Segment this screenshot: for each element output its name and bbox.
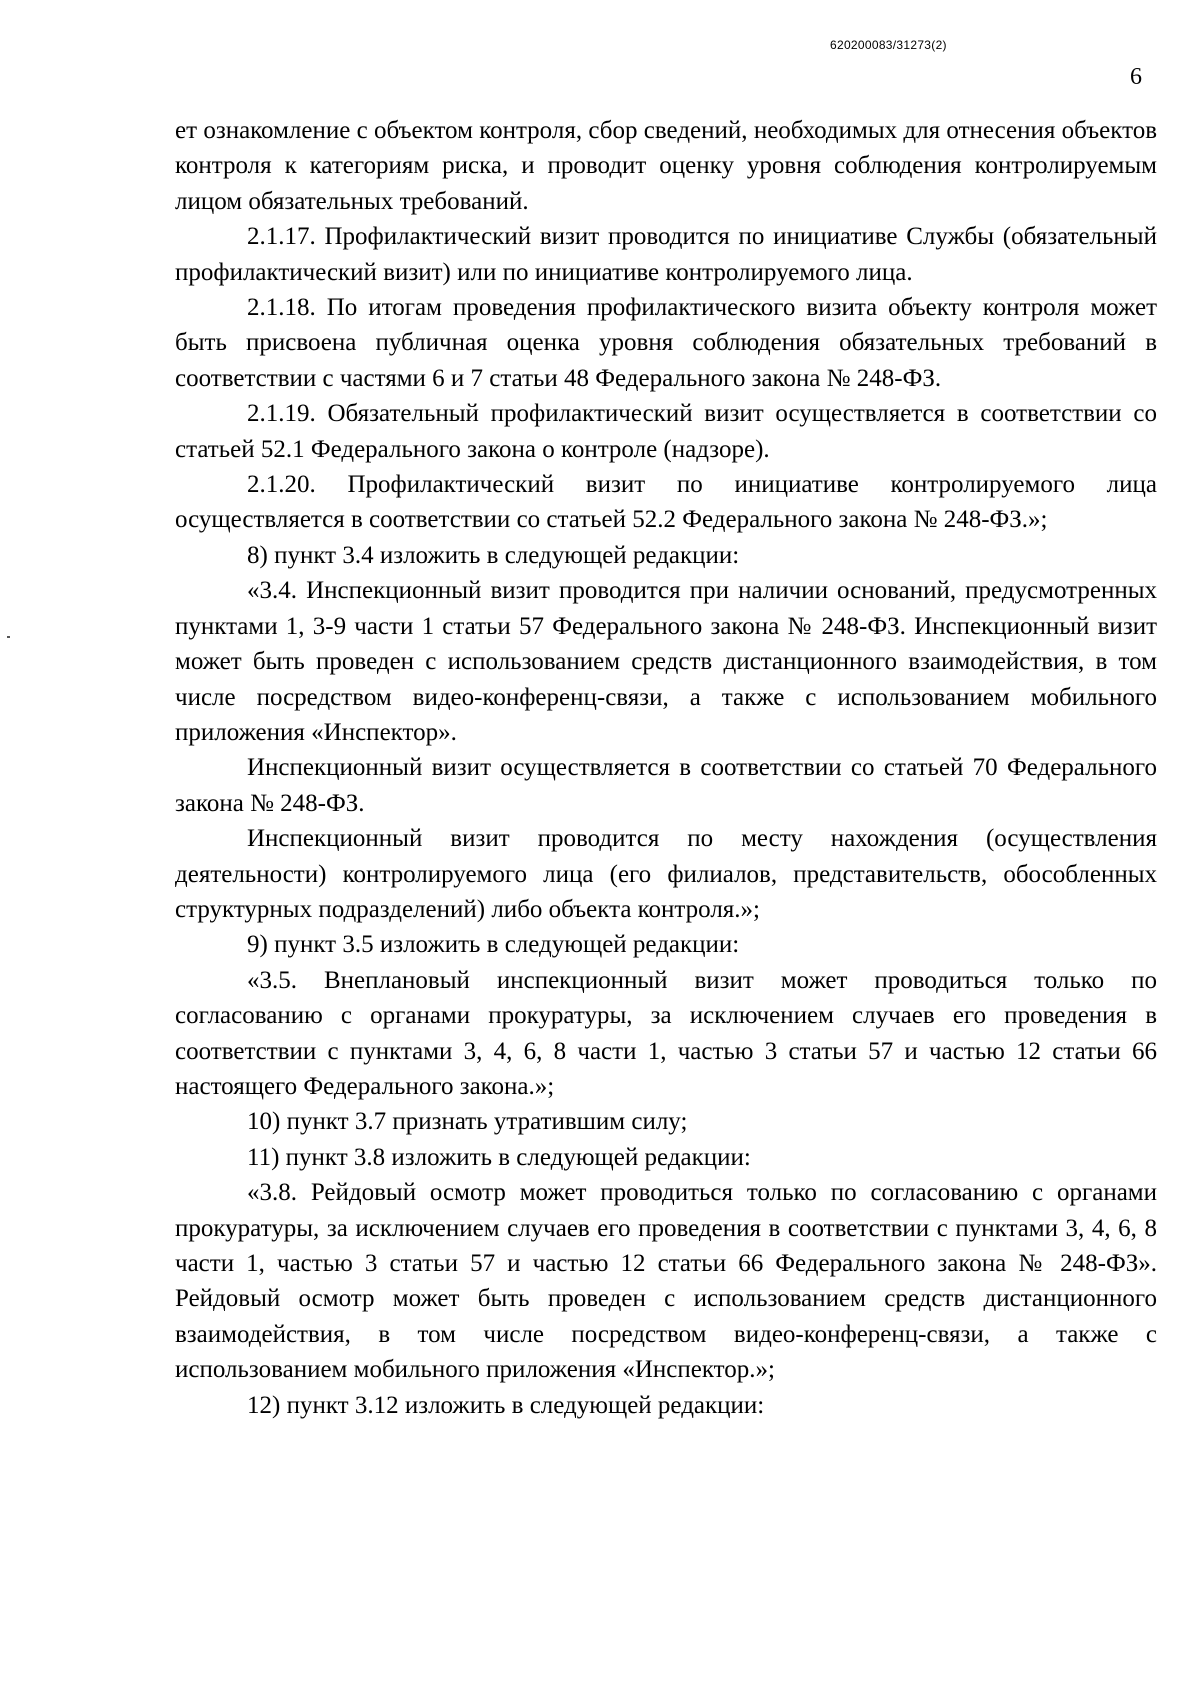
- paragraph-amendment-10: 10) пункт 3.7 признать утратившим силу;: [247, 1108, 688, 1136]
- paragraph-2-1-17: 2.1.17. Профилактический визит проводится по инициативе Службы (обязательный профилактический визит) или по инициативе контролируемого лица.: [175, 223, 1157, 286]
- paragraph-3-5: «3.5. Внеплановый инспекционный визит может проводиться только по согласованию с органами прокуратуры, за исключением случаев его проведения в соответствии с пунктами 3, 4, 6, 8 части 1, частью 3 статьи 57 и частью 12 статьи 66 настоящего Федерального закона.»;: [175, 966, 1157, 1100]
- scan-artifact: [7, 636, 10, 638]
- paragraph-2-1-20: 2.1.20. Профилактический визит по инициативе контролируемого лица осуществляется в соответствии со статьей 52.2 Федерального закона № 248-ФЗ.»;: [175, 471, 1157, 534]
- page-number: 6: [1130, 64, 1142, 90]
- paragraph-2-1-19: 2.1.19. Обязательный профилактический визит осуществляется в соответствии со статьей 52.1 Федерального закона о контроле (надзоре).: [175, 400, 1157, 463]
- paragraph-amendment-8: 8) пункт 3.4 изложить в следующей редакции:: [247, 541, 740, 569]
- paragraph-amendment-12: 12) пункт 3.12 изложить в следующей редакции:: [247, 1391, 765, 1419]
- document-body: [175, 113, 1157, 1423]
- document-id: 620200083/31273(2): [830, 38, 947, 52]
- paragraph-2-1-18: 2.1.18. По итогам проведения профилактического визита объекту контроля может быть присвоена публичная оценка уровня соблюдения обязательных требований в соответствии с частями 6 и 7 статьи 48 Федерального закона № 248-ФЗ.: [175, 294, 1157, 392]
- paragraph-3-4-part-3: Инспекционный визит проводится по месту нахождения (осуществления деятельности) контролируемого лица (его филиалов, представительств, обособленных структурных подразделений) либо объекта контроля.»;: [175, 825, 1157, 923]
- paragraph-amendment-11: 11) пункт 3.8 изложить в следующей редакции:: [247, 1143, 751, 1171]
- paragraph-3-4-part-2: Инспекционный визит осуществляется в соответствии со статьей 70 Федерального закона № 248-ФЗ.: [175, 754, 1157, 817]
- paragraph-continuation: ет ознакомление с объектом контроля, сбор сведений, необходимых для отнесения объектов контроля к категориям риска, и проводит оценку уровня соблюдения контролируемым лицом обязательных требований.: [175, 117, 1157, 215]
- paragraph-3-8: «3.8. Рейдовый осмотр может проводиться только по согласованию с органами прокуратуры, за исключением случаев его проведения в соответствии с пунктами 3, 4, 6, 8 части 1, частью 3 статьи 57 и частью 12 статьи 66 Федерального закона № 248-ФЗ». Рейдовый осмотр может быть проведен с использованием средств дистанционного взаимодействия, в том числе посредством видео-конференц-связи, а также с использованием мобильного приложения «Инспектор.»;: [175, 1179, 1157, 1384]
- paragraph-3-4: «3.4. Инспекционный визит проводится при наличии оснований, предусмотренных пунктами 1, 3-9 части 1 статьи 57 Федерального закона № 248-ФЗ. Инспекционный визит может быть проведен с использованием средств дистанционного взаимодействия, в том числе посредством видео-конференц-связи, а также с использованием мобильного приложения «Инспектор».: [175, 577, 1157, 746]
- paragraph-amendment-9: 9) пункт 3.5 изложить в следующей редакции:: [247, 931, 740, 959]
